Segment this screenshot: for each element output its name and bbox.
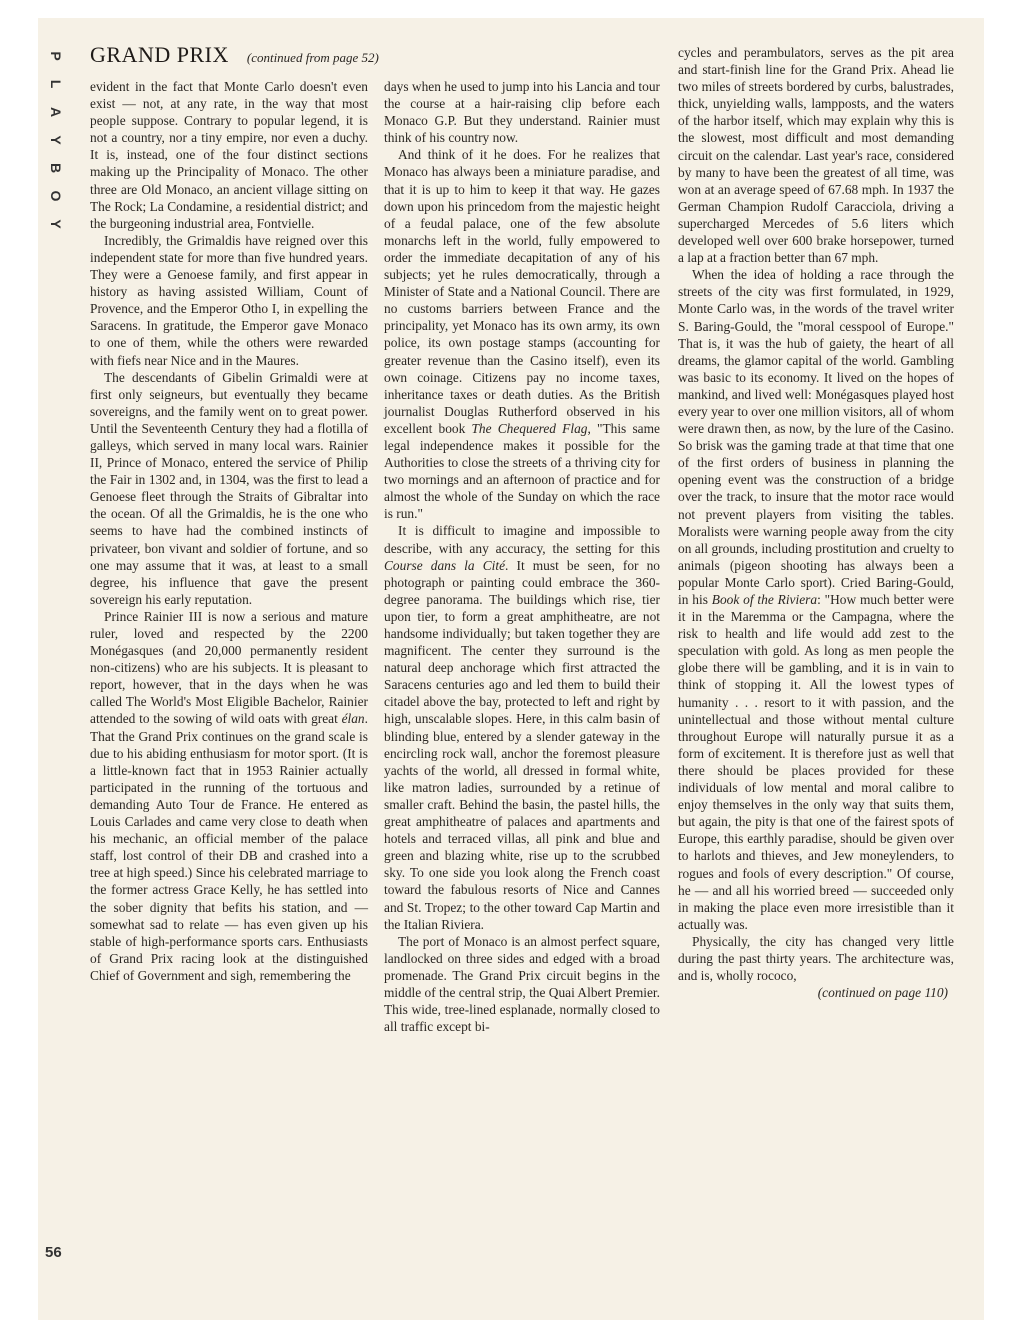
text-run: , "This same legal independence makes it possible for the Authorities to close the streets of a thriving city for two mornings and an afternoon of practice and for almost the whole of the Sunday on which the race is run.": [384, 420, 660, 522]
text-run: Prince Rainier III is now a serious and mature ruler, loved and respected by the 2200 Monégasques (and 20,000 permanently resident non-citizens) who are his subjects. It is pleasant to report, however, that in the days when he was called The World's Most Eligible Bachelor, Rainier attended to the sowing of wild oats with great: [90, 608, 368, 727]
italic-word: élan: [341, 711, 365, 727]
article-headline: [90, 42, 379, 68]
page-number: 56: [45, 1244, 62, 1261]
paragraph: [678, 266, 954, 933]
brand-letter: Y: [48, 135, 64, 145]
paragraph: [90, 608, 368, 984]
continued-from-note: (continued from page 52): [246, 50, 379, 65]
continued-on-note: (continued on page 110): [817, 985, 948, 1001]
paragraph: evident in the fact that Monte Carlo doesn't even exist — not, at any rate, in the way that most people suppose. Contrary to popular legend, it is not a country, nor a tiny empire, nor even a duchy. It is, instead, one of the four distinct sections making up the Principality of Monaco. The other three are Old Monaco, an ancient village sitting on The Rock; La Condamine, a residential district; and the burgeoning industrial area, Fontvielle.: [90, 79, 368, 231]
text-run: . It must be seen, for no photograph or painting could embrace the 360-degree panorama. The buildings which rise, tier upon tier, to form a great amphitheatre, are not handsome individually; but taken together they are magnificent. The center they surround is the natural deep anchorage which first attracted the Saracens centuries ago and led them to build their citadel above the bay, protected to left and right by high, unscalable slopes. Here, in this calm basin of blinding blue, entered by a slender gateway in the encircling rock wall, anchor the foremost pleasure yachts of the world, all dressed in formal white, like matron ladies, surrounded by a retinue of smaller craft. Behind the basin, the pastel hills, the great amphitheatre of palaces and apartments and hotels and terraced villas, all pink and blue and green and blazing white, rise up to the scrubbed sky. To one side you look along the French coast toward the fabulous resorts of Nice and Cannes and St. Tropez; to the other toward Cap Martin and the Italian Riviera.: [384, 557, 660, 932]
text-column-1: [90, 78, 368, 984]
paragraph: [384, 522, 660, 932]
brand-letter: Y: [48, 219, 64, 229]
text-run: When the idea of holding a race through the streets of the city was first formulated, in 1929, Monte Carlo was, in the words of the travel writer S. Baring-Gould, the "moral cesspool of Europe." That is, it was the hub of gaiety, the heart of all dreams, the glamor capital of the world. Gambling was basic to its economy. It lived on the hopes of mankind, and lived well: Monégasques played host every year to over one million visitors, all of whom were drawn then, as now, by the lure of the Casino. So brisk was the gaming trade at that time that one of the first orders of business in planning the opening event was the construction of a bridge over the track, to insure that the motor race would not prevent players from visiting the tables. Moralists were warning people away from the city on all grounds, including prostitution and cruelty to animals (pigeon shooting has always been a popular Monte Carlo sport). Cried Baring-Gould, in his: [678, 267, 954, 607]
paragraph: [384, 146, 660, 522]
brand-letter: O: [48, 190, 64, 202]
article-title: GRAND PRIX: [90, 42, 229, 67]
paragraph: The descendants of Gibelin Grimaldi were at first only seigneurs, but eventually they became sovereigns, and the family went on to great power. Until the Seventeenth Century they had a flotilla of galleys, which served in many local wars. Rainier II, Prince of Monaco, entered the service of Philip the Fair in 1302 and, in 1304, was the first to lead a Genoese fleet through the Straits of Gibraltar into the ocean. Of all the Grimaldis, he is the one who seems to have had the combined instincts of privateer, bon vivant and soldier of fortune, and so one may assume that it was, at least to a small degree, his influence that gave the present sovereign his early reputation.: [90, 369, 368, 607]
book-title: The Chequered Flag: [471, 420, 588, 436]
paragraph: days when he used to jump into his Lancia and tour the course at a hair-raising clip before each Monaco G.P. But they understand. Rainier must think of his country now.: [384, 79, 660, 146]
paragraph: The port of Monaco is an almost perfect square, landlocked on three sides and edged with a broad promenade. The Grand Prix circuit begins in the middle of the central strip, the Quai Albert Premier. This wide, tree-lined esplanade, normally closed to all traffic except bi-: [384, 933, 660, 1035]
paragraph: cycles and perambulators, serves as the pit area and start-finish line for the Grand Prix. Ahead lie two miles of streets bordered by curbs, balustrades, thick, unyielding walls, lampposts, and the waters of the harbor itself, which may explain why this is the slowest, most difficult and most demanding circuit on the calendar. Last year's race, considered by many to have been the greatest of all time, was won at an average speed of 67.68 mph. In 1937 the German Champion Rudolf Caracciola, driving a supercharged Mercedes of 5.6 liters which developed well over 600 brake horsepower, turned a lap at a fraction better than 67 mph.: [678, 45, 954, 266]
text-run: : "How much better were it in the Maremma or the Campagna, where the risk to health and life would add zest to the speculation with gold. As long as men people the globe there will be gambling, and it is in vain to think of stopping it. All the lowest types of humanity . . . resort to it with passion, and the unintellectual and those without mental culture throughout Europe will naturally pursue it as a form of excitement. It is therefore just as well that there should be places provided for these individuals of low mental and moral calibre to enjoy themselves in the only way that suits them, but again, the pity is that one of the fairest spots of Europe, this earthly paradise, should be given over to harlots and thieves, and Jew moneylenders, to rogues and fools of every description." Of course, he — and all his worried breed — succeeded only in making the place even more irresistible than it actually was.: [678, 592, 954, 932]
brand-letter: B: [48, 162, 64, 174]
brand-letter: A: [48, 106, 64, 118]
brand-letter: P: [48, 51, 64, 61]
text-column-3: [678, 44, 954, 1001]
paragraph: Incredibly, the Grimaldis have reigned over this independent state for more than five hundred years. They were a Genoese family, and first appear in history as having assisted William, Count of Provence, and the Emperor Otho I, in expelling the Saracens. In gratitude, the Emperor gave Monaco to one of them, while the others were rewarded with fiefs near Nice and in the Maures.: [90, 232, 368, 368]
text-run: It is difficult to imagine and impossible to describe, with any accuracy, the setting for this: [384, 523, 660, 556]
book-title: Book of the Riviera: [711, 592, 818, 607]
italic-phrase: Course dans la Cité: [384, 557, 506, 573]
text-column-2: [384, 78, 660, 1035]
text-run: And think of it he does. For he realizes that Monaco has always been a miniature paradise, and that it is up to him to keep it that way. He gazes down upon his princedom from the majestic height of a feudal palace, one of the few absolute monarchs left in the world, fully empowered to order the immediate decapitation of any of his subjects; yet he rules democratically, through a Minister of State and a National Council. There are no customs barriers between France and the principality, yet Monaco has its own army, its own police, its own postage stamps (accounting for greater revenue than the Casino itself), even its own coinage. Citizens pay no income taxes, inheritance taxes or death duties. As the British journalist Douglas Rutherford observed in his excellent book: [384, 147, 660, 436]
text-run: . That the Grand Prix continues on the grand scale is due to his abiding enthusiasm for motor sport. (It is a little-known fact that in 1953 Rainier actually participated in the running of the tortuous and demanding Auto Tour de France. He entered as Louis Carlades and came very close to death when his mechanic, an official member of the palace staff, lost control of their DB and crashed into a tree at high speed.) Since his celebrated marriage to the former actress Grace Kelly, he has settled into the sober dignity that befits his station, and — somewhat sad to relate — has even given up his stable of high-performance sports cars. Enthusiasts of Grand Prix racing look at the distinguished Chief of Government and sigh, remembering the: [90, 711, 368, 983]
magazine-brand-vertical: [45, 42, 67, 238]
paragraph: Physically, the city has changed very little during the past thirty years. The architecture was, and is, wholly rococo,: [678, 933, 954, 984]
brand-letter: L: [48, 79, 64, 89]
